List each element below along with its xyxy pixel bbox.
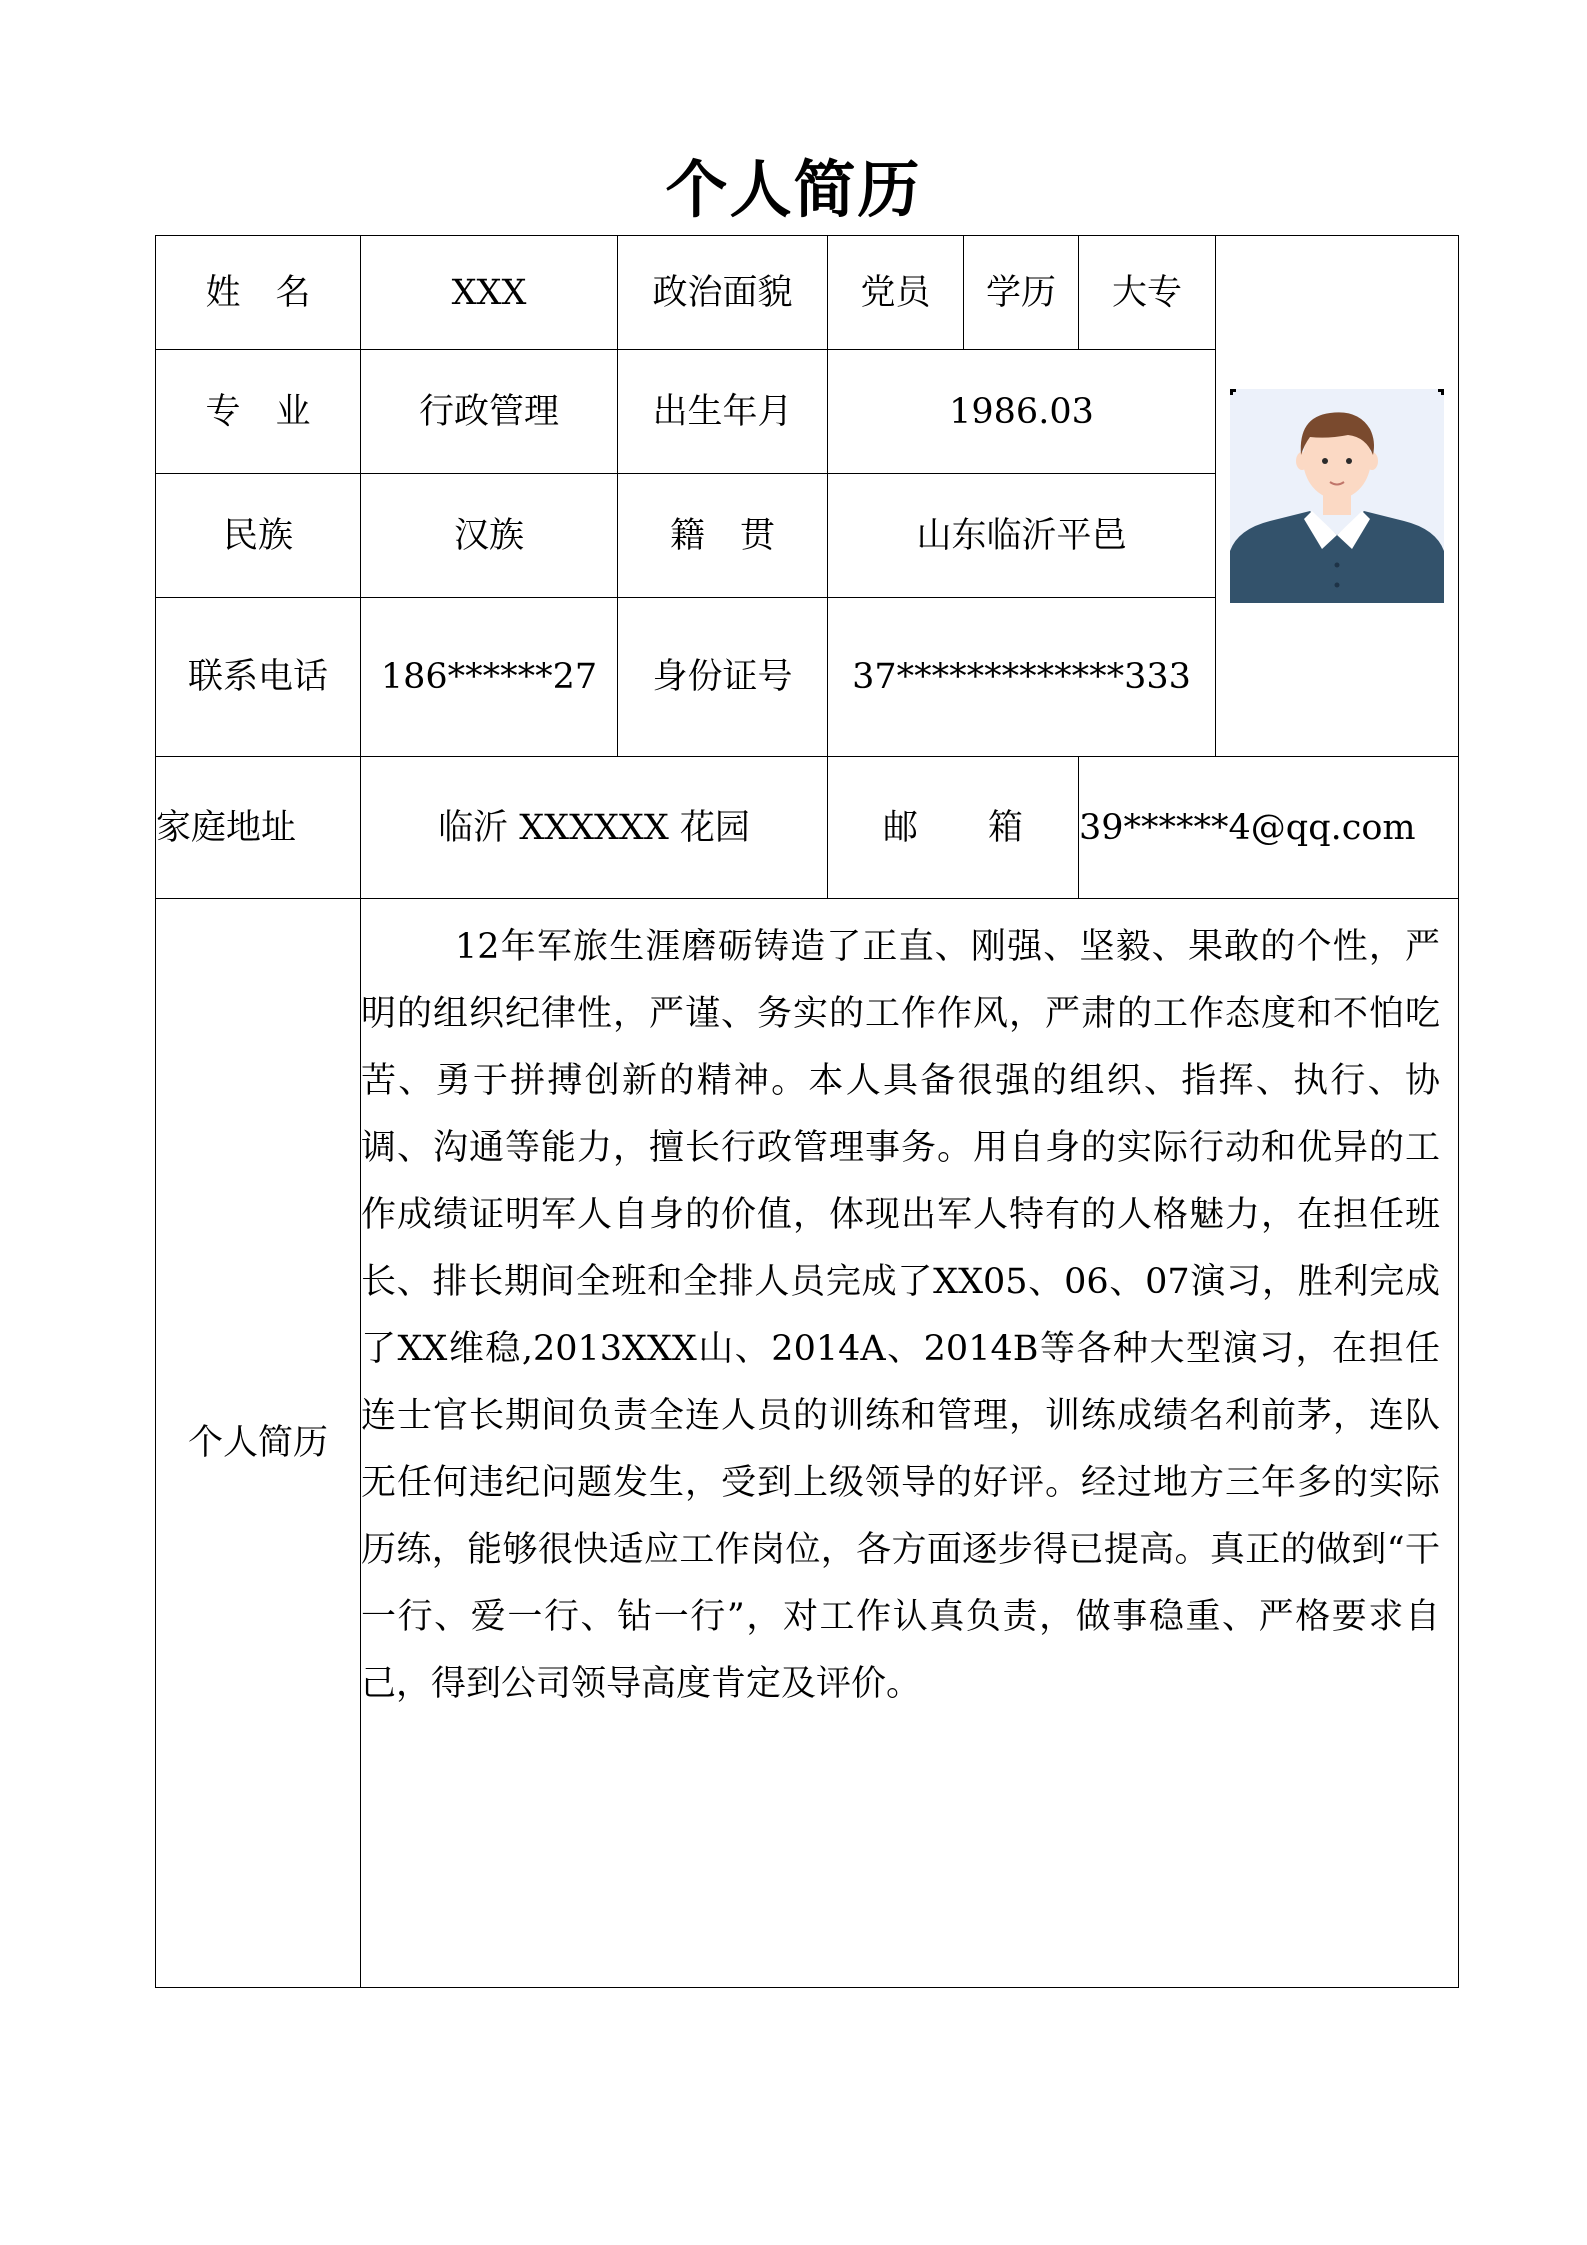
- name-label: 姓 名: [156, 236, 361, 350]
- row-bio: [156, 899, 1459, 1988]
- row-address: [156, 757, 1459, 899]
- id-label: 身份证号: [618, 598, 828, 757]
- native-label: 籍 贯: [618, 474, 828, 598]
- major-value: 行政管理: [361, 350, 618, 474]
- id-value: 37*************333: [828, 598, 1216, 757]
- birth-value: 1986.03: [828, 350, 1216, 474]
- politics-label: 政治面貌: [618, 236, 828, 350]
- ethnicity-label: 民族: [156, 474, 361, 598]
- resume-title: 个人简历: [665, 153, 922, 226]
- phone-label: 联系电话: [156, 598, 361, 757]
- email-label: 邮 箱: [828, 757, 1079, 899]
- photo-cell: [1216, 236, 1459, 757]
- address-label: 家庭地址: [156, 757, 361, 899]
- politics-value: 党员: [828, 236, 964, 350]
- major-label: 专 业: [156, 350, 361, 474]
- bio-text: 12年军旅生涯磨砺铸造了正直、刚强、坚毅、果敢的个性，严明的组织纪律性，严谨、务实的工作作风，严肃的工作态度和不怕吃苦、勇于拼搏创新的精神。本人具备很强的组织、指挥、执行、协调、沟通等能力，擅长行政管理事务。用自身的实际行动和优异的工作成绩证明军人自身的价值，体现出军人特有的人格魅力，在担任班长、排长期间全班和全排人员完成了XX05、06、07演习，胜利完成了XX维稳,2013XXX山、2014A、2014B等各种大型演习，在担任连士官长期间负责全连人员的训练和管理，训练成绩名利前茅，连队无任何违纪问题发生，受到上级领导的好评。经过地方三年多的实际历练，能够很快适应工作岗位，各方面逐步得已提高。真正的做到“干一行、爱一行、钻一行”，对工作认真负责，做事稳重、严格要求自己，得到公司领导高度肯定及评价。: [361, 927, 1440, 1704]
- avatar-icon: [1230, 389, 1444, 603]
- bio-label: 个人简历: [156, 899, 361, 1988]
- row-name: [156, 236, 1459, 350]
- address-value: 临沂 XXXXXX 花园: [361, 757, 828, 899]
- birth-label: 出生年月: [618, 350, 828, 474]
- resume-table: [155, 235, 1459, 1988]
- avatar: [1230, 389, 1444, 603]
- phone-value: 186******27: [361, 598, 618, 757]
- native-value: 山东临沂平邑: [828, 474, 1216, 598]
- education-value: 大专: [1079, 236, 1216, 350]
- ethnicity-value: 汉族: [361, 474, 618, 598]
- email-value: 39******4@qq.com: [1079, 757, 1459, 899]
- bio-cell: [361, 899, 1459, 1988]
- education-label: 学历: [964, 236, 1079, 350]
- name-value: XXX: [361, 236, 618, 350]
